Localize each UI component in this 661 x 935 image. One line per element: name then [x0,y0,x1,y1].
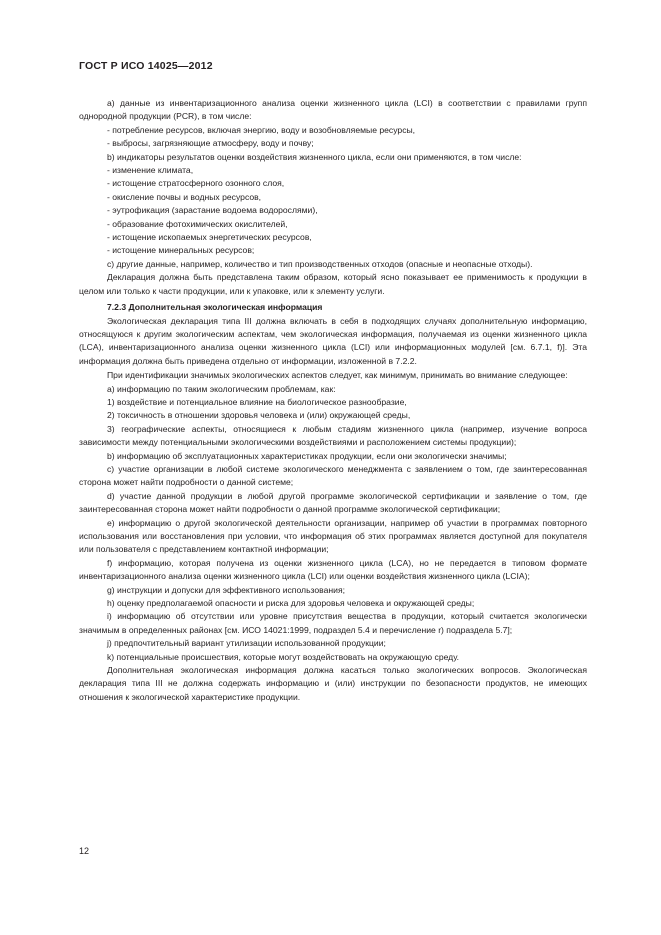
paragraph: - истощение стратосферного озонного слоя, [107,178,285,189]
paragraph: При идентификации значимых экологических аспектов следует, как минимум, принимать во внимание следующее: [107,370,568,381]
paragraph: b) индикаторы результатов оценки воздействия жизненного цикла, если они применяются, в том числе: [107,151,522,162]
paragraph: c) участие организации в любой системе экологического менеджмента с заявлением о том, где заинтересованная сторона может найти подробности о данной системе; [79,463,587,488]
paragraph: c) другие данные, например, количество и тип производственных отходов (опасные и неопасные отходы). [107,258,533,269]
page-number: 12 [79,846,90,856]
paragraph: a) информацию по таким экологическим проблемам, как: [107,383,336,394]
paragraph: Декларация должна быть представлена таким образом, который ясно показывает ее применимость к продукции в целом или только к части продукции, или к упаковке, или к элементу услуги. [79,272,587,296]
paragraph: Дополнительная экологическая информация должна касаться только экологических вопросов. Экологическая декларация типа III не должна содержать информацию и (или) инструкции по безопасности продуктов, не имеющих отношения к экологической характеристике продукции. [79,665,587,702]
paragraph: - выбросы, загрязняющие атмосферу, воду и почву; [107,138,314,149]
paragraph: e) информацию о другой экологической деятельности организации, например об участии в программах повторного использования или восстановления при условии, что информация об этих программах является доступной для покупателя или пользователя с представлением контактной информации; [79,517,587,555]
paragraph: 1) воздействие и потенциальное влияние на биологическое разнообразие, [107,396,407,407]
paragraph: d) участие данной продукции в любой другой программе экологической сертификации и заявление о том, где заинтересованная сторона может найти подробности о данной программе экологической сертификации; [79,490,587,515]
paragraph: a) данные из инвентаризационного анализа оценки жизненного цикла (LCI) в соответствии с правилами групп однородной продукции (PCR), в том числе: [79,98,587,122]
paragraph: f) информацию, которая получена из оценки жизненного цикла (LCA), но не передается в типовом формате инвентаризационного анализа оценки жизненного цикла (LCI) или оценки воздействия жизненного цикла (LCIA); [79,557,587,582]
paragraph: - образование фотохимических окислителей, [107,218,288,229]
paragraph: - истощение ископаемых энергетических ресурсов, [107,232,312,243]
page-header: ГОСТ Р ИСО 14025—2012 [79,60,213,72]
section-heading: 7.2.3 Дополнительная экологическая информация [107,302,323,313]
paragraph: - изменение климата, [107,165,194,176]
paragraph: 3) географические аспекты, относящиеся к любым стадиям жизненного цикла (например, изучение вопроса зависимости между потенциальными экологическими воздействиями и расположением системы продукции); [79,423,587,448]
paragraph: - окисление почвы и водных ресурсов, [107,191,262,202]
paragraph: - эутрофикация (зарастание водоема водорослями), [107,205,318,216]
paragraph: - потребление ресурсов, включая энергию, воду и возобновляемые ресурсы, [107,124,416,135]
paragraph: h) оценку предполагаемой опасности и риска для здоровья человека и окружающей среды; [107,598,475,609]
paragraph: k) потенциальные происшествия, которые могут воздействовать на окружающую среду. [107,651,460,662]
paragraph: j) предпочтительный вариант утилизации использованной продукции; [107,638,386,649]
document-body [79,97,587,704]
paragraph: b) информацию об эксплуатационных характеристиках продукции, если они экологически значимы; [107,450,507,461]
paragraph: Экологическая декларация типа III должна включать в себя в подходящих случаях дополнительную информацию, относящуюся к другим экологическим аспектам, чем экологическая информация, получаемая из оценки жизненного цикла (LCA), инвентаризационного анализа оценки жизненного цикла (LCI) или информационных модулей [см. 6.7.1, f)]. Эта информация должна быть приведена отдельно от информации, изложенной в 7.2.2. [79,315,587,366]
paragraph: i) информацию об отсутствии или уровне присутствия вещества в продукции, который считается экологически значимым в определенных районах [см. ИСО 14021:1999, подраздел 5.4 и перечисление r) подраздела 5.7]; [79,611,587,635]
paragraph: - истощение минеральных ресурсов; [107,245,255,256]
paragraph: 2) токсичность в отношении здоровья человека и (или) окружающей среды, [107,410,411,421]
paragraph: g) инструкции и допуски для эффективного использования; [107,584,346,595]
